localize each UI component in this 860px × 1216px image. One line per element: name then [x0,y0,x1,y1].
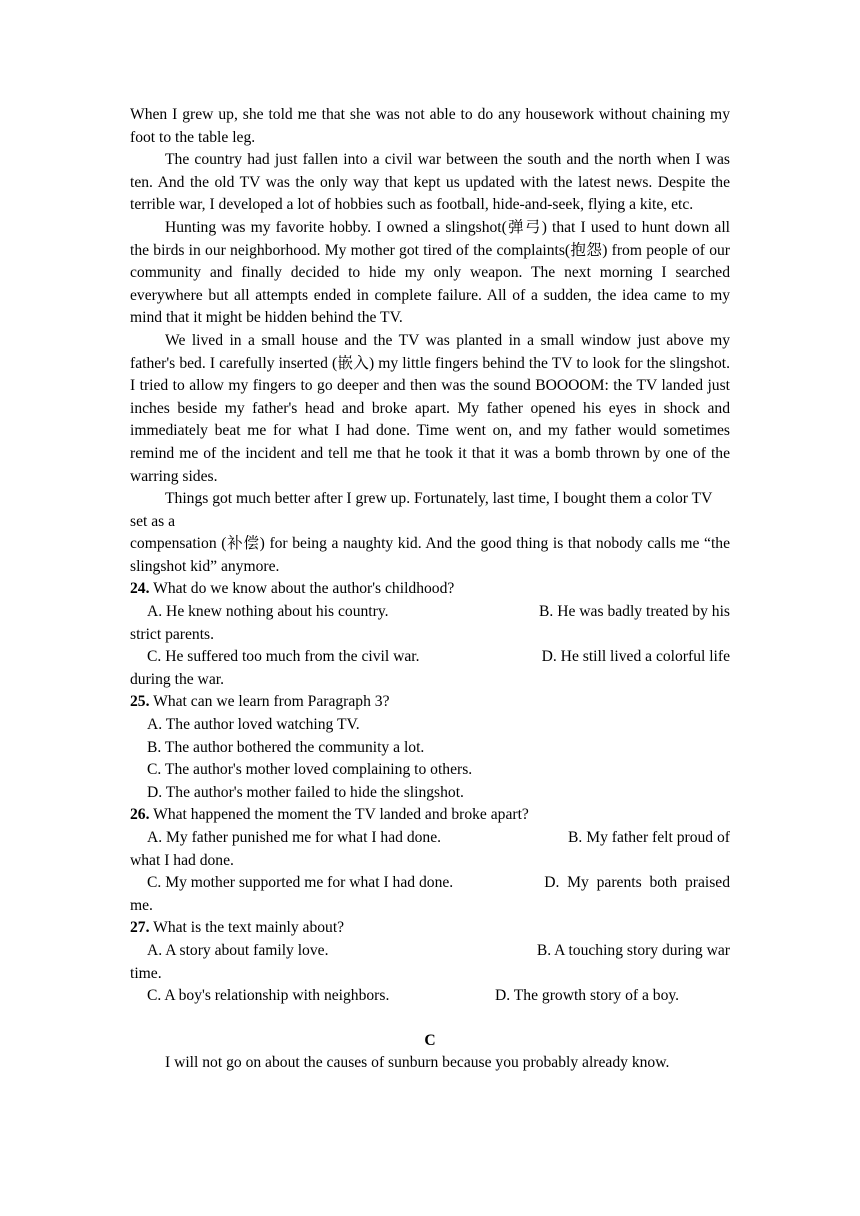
question-number: 26. [130,806,150,824]
option-c: C. He suffered too much from the civil war. [147,648,420,666]
option-d-continued: during the war. [130,670,224,688]
option-row [130,646,730,669]
option-a: A. My father punished me for what I had done. [147,829,442,846]
question-stem [130,578,730,601]
option-d: D. The author's mother failed to hide the slingshot. [147,783,464,801]
question-number: 27. [130,919,150,937]
passage-paragraph-3: Hunting was my favorite hobby. I owned a slingshot(弹弓) that I used to hunt down all the birds in our neighborhood. My mother got tired of the complaints(抱怨) from people of our community and finally decided to hide my only weapon. The next morning I searched everywhere but all attempts ended in complete failure. All of a sudden, the idea came to my mind that it might be hidden behind the TV. [130,218,730,327]
question-25 [130,691,730,804]
document-page [130,104,730,1075]
option-b-continued: what I had done. [130,851,234,869]
option-d: D. My parents both praised [544,874,730,892]
passage-paragraph-1: When I grew up, she told me that she was not able to do any housework without chaining my foot to the table leg. [130,106,730,146]
option-b-continued: strict parents. [130,625,215,643]
option-d: D. He still lived a colorful life [541,648,730,666]
option-b: B. My father felt proud of [568,829,730,846]
question-text: What is the text mainly about? [149,919,345,937]
option-row [130,872,730,895]
question-24 [130,578,730,691]
option-a: A. The author loved watching TV. [147,716,360,734]
option-row [130,940,730,963]
option-b: B. He was badly treated by his [539,603,730,621]
option-d: D. The growth story of a boy. [495,987,680,1005]
question-27 [130,917,730,1007]
option-row [130,601,730,624]
option-a: A. He knew nothing about his country. [147,603,389,621]
question-stem [130,917,730,940]
option-b-continued: time. [130,964,162,982]
question-text: What do we know about the author's childhood? [149,580,455,598]
option-c: C. A boy's relationship with neighbors. [147,987,390,1005]
question-text: What can we learn from Paragraph 3? [149,693,390,711]
section-c-paragraph-1: I will not go on about the causes of sunburn because you probably already know. [165,1054,670,1072]
option-row [130,985,730,1008]
question-number: 25. [130,693,150,711]
option-b: B. The author bothered the community a lot. [147,738,425,756]
question-text: What happened the moment the TV landed and broke apart? [149,806,529,824]
option-row [130,827,730,850]
option-a: A. A story about family love. [147,941,329,959]
passage-paragraph-2: The country had just fallen into a civil war between the south and the north when I was ten. And the old TV was the only way that kept us updated with the latest news. Despite the terrible war, I developed a lot of hobbies such as football, hide-and-seek, flying a kite, etc. [130,151,730,214]
section-heading: C [424,1031,436,1049]
passage-paragraph-5a: Things got much better after I grew up. Fortunately, last time, I bought them a color TV set as a [130,490,713,530]
passage-paragraph-4: We lived in a small house and the TV was planted in a small window just above my father's bed. I carefully inserted (嵌入) my little fingers behind the TV to look for the slingshot. I tried to allow my fingers to go deeper and then was the sound BOOOOM: the TV landed just inches beside my father's head and broke apart. My father opened his eyes in shock and immediately beat me for what I had done. Time went on, and my father would sometimes remind me of the incident and tell me that he took it that it was a bomb thrown by one of the warring sides. [130,331,730,485]
option-c: C. The author's mother loved complaining to others. [147,761,473,779]
option-b: B. A touching story during war [536,941,730,959]
option-c: C. My mother supported me for what I had done. [147,874,454,892]
option-d-continued: me. [130,896,153,914]
question-stem [130,804,730,827]
question-number: 24. [130,580,150,598]
question-26 [130,804,730,917]
passage-paragraph-5b: compensation (补偿) for being a naughty kid. And the good thing is that nobody calls me “the slingshot kid” anymore. [130,535,730,575]
question-stem [130,691,730,714]
